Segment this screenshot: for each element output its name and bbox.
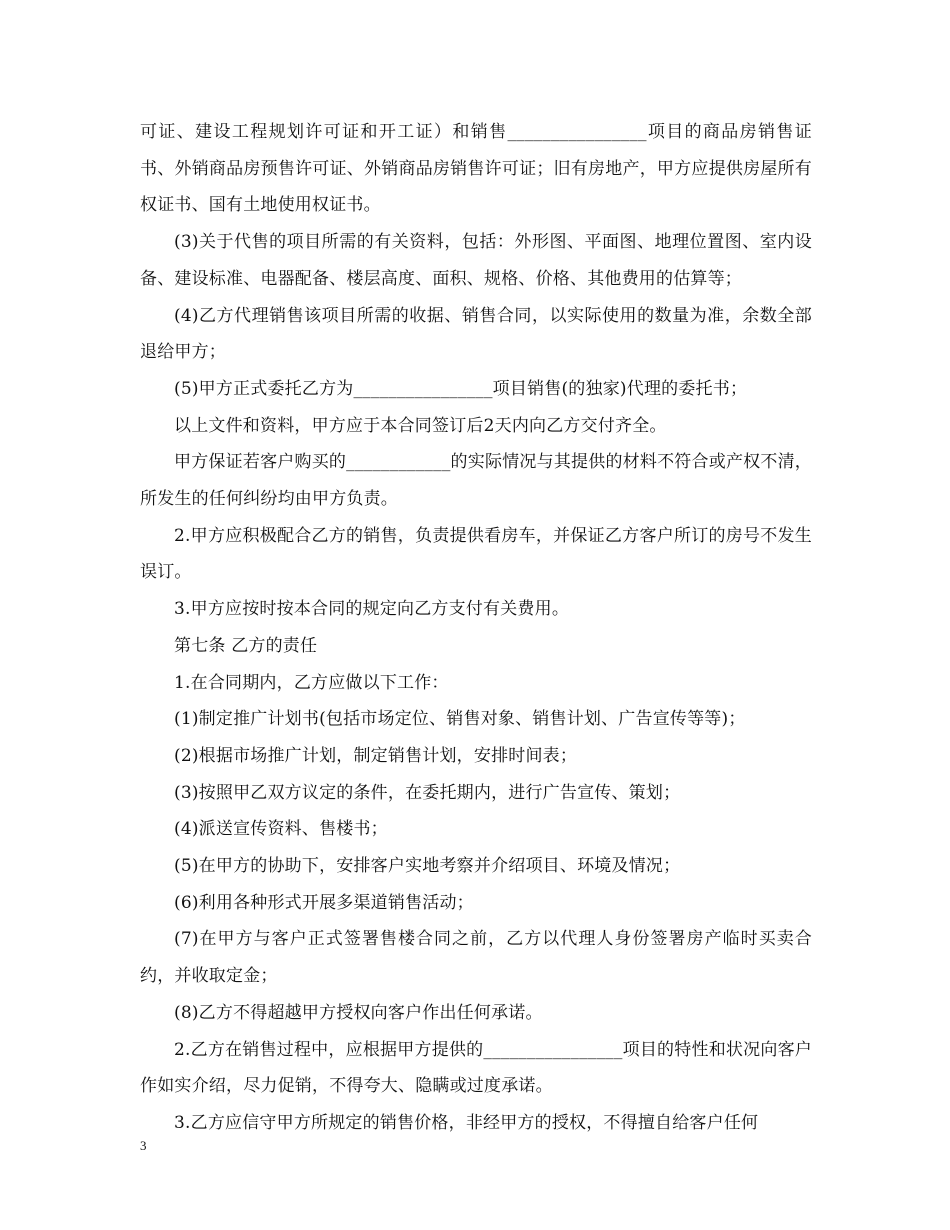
page-number: 3 bbox=[140, 1138, 147, 1153]
paragraph: 甲方保证若客户购买的____________的实际情况与其提供的材料不符合或产权不清，所发生的任何纠纷均由甲方负责。 bbox=[140, 452, 812, 510]
paragraph: 3.甲方应按时按本合同的规定向乙方支付有关费用。 bbox=[174, 599, 570, 620]
list-item: (7)在甲方与客户正式签署售楼合同之前，乙方以代理人身份签署房产临时买卖合约，并收取定金； bbox=[140, 929, 812, 987]
paragraph: 可证、建设工程规划许可证和开工证）和销售________________项目的商品房销售证书、外销商品房预售许可证、外销商品房销售许可证；旧有房地产，甲方应提供房屋所有权证书、国有土地使用权证书。 bbox=[140, 122, 812, 216]
list-item: (1)制定推广计划书(包括市场定位、销售对象、销售计划、广告宣传等等)； bbox=[174, 709, 746, 730]
list-item: (4)派送宣传资料、售楼书； bbox=[174, 819, 388, 840]
paragraph: (4)乙方代理销售该项目所需的收据、销售合同，以实际使用的数量为准，余数全部退给甲方； bbox=[140, 305, 812, 363]
list-item: (2)根据市场推广计划，制定销售计划，安排时间表； bbox=[174, 745, 578, 766]
list-item: (5)在甲方的协助下，安排客户实地考察并介绍项目、环境及情况； bbox=[174, 856, 681, 877]
list-item: (3)按照甲乙双方议定的条件，在委托期内，进行广告宣传、策划； bbox=[174, 782, 681, 803]
paragraph: 以上文件和资料，甲方应于本合同签订后2天内向乙方交付齐全。 bbox=[174, 415, 667, 436]
paragraph: 2.乙方在销售过程中，应根据甲方提供的________________项目的特性和状况向客户作如实介绍，尽力促销，不得夸大、隐瞒或过度承诺。 bbox=[140, 1039, 812, 1097]
list-item: (6)利用各种形式开展多渠道销售活动； bbox=[174, 892, 474, 913]
paragraph: 1.在合同期内，乙方应做以下工作： bbox=[174, 672, 449, 693]
section-heading: 第七条 乙方的责任 bbox=[174, 635, 318, 656]
paragraph: (5)甲方正式委托乙方为________________项目销售(的独家)代理的委托书； bbox=[174, 378, 748, 399]
paragraph: 3.乙方应信守甲方所规定的销售价格，非经甲方的授权，不得擅自给客户任何 bbox=[174, 1112, 759, 1133]
paragraph: (3)关于代售的项目所需的有关资料，包括：外形图、平面图、地理位置图、室内设备、建设标准、电器配备、楼层高度、面积、规格、价格、其他费用的估算等； bbox=[140, 232, 812, 289]
list-item: (8)乙方不得超越甲方授权向客户作出任何承诺。 bbox=[174, 1002, 543, 1023]
body-text bbox=[140, 114, 812, 1142]
paragraph: 2.甲方应积极配合乙方的销售，负责提供看房车，并保证乙方客户所订的房号不发生误订。 bbox=[140, 525, 812, 583]
